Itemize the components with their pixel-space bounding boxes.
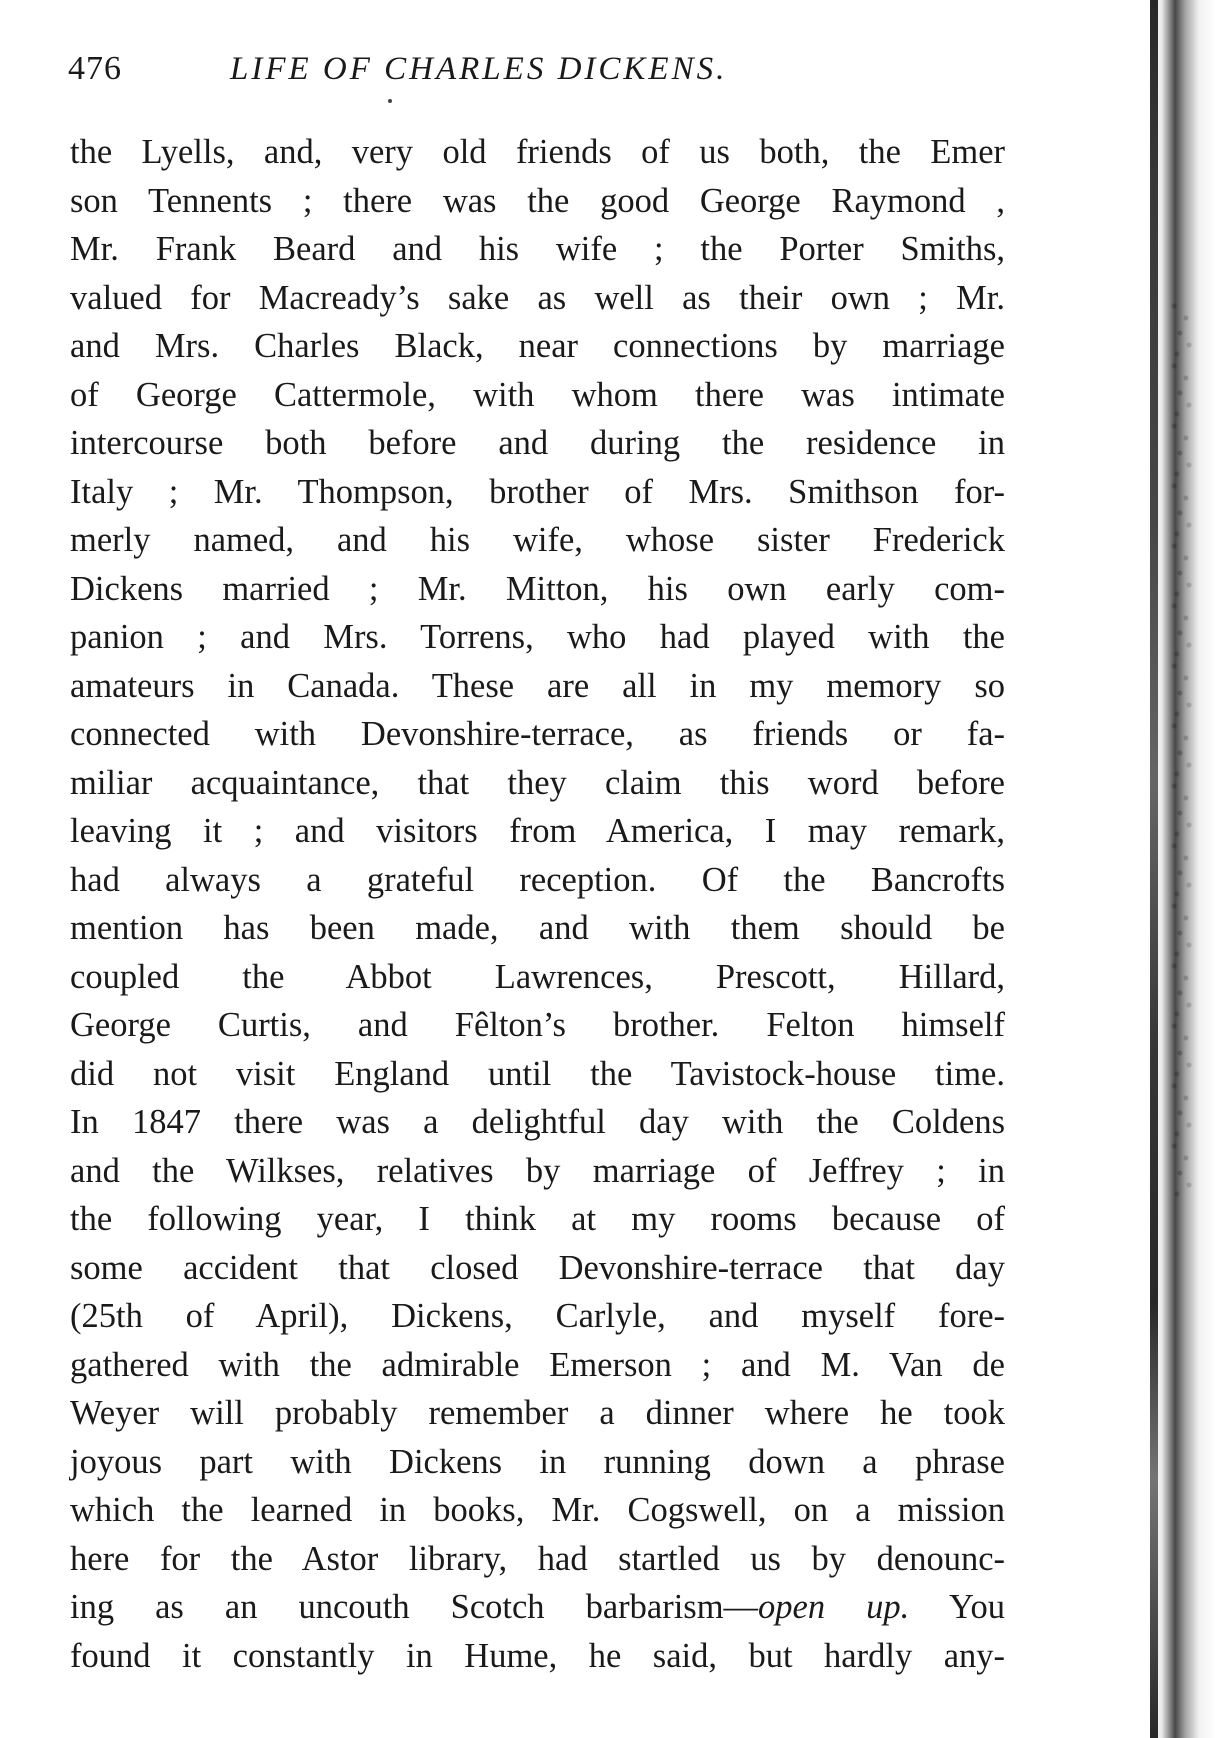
- text-line: panion ; and Mrs. Torrens, who had played with the: [70, 618, 1005, 656]
- text-line: which the learned in books, Mr. Cogswell, on a mission: [70, 1491, 1005, 1529]
- text-line: here for the Astor library, had startled us by denounc-: [70, 1539, 1005, 1578]
- text-line: did not visit England until the Tavistock-house time.: [70, 1054, 1005, 1093]
- text-line: gathered with the admirable Emerson ; and M. Van de: [70, 1345, 1005, 1384]
- text-line: (25th of April), Dickens, Carlyle, and myself fore-: [70, 1297, 1005, 1335]
- text-line: mention has been made, and with them should be: [70, 909, 1005, 947]
- running-title: LIFE OF CHARLES DICKENS.: [230, 51, 728, 87]
- text-run: ing as an uncouth Scotch barbarism—: [70, 1588, 759, 1626]
- page-number: 476: [68, 50, 122, 87]
- text-line: leaving it ; and visitors from America, I may remark,: [70, 812, 1005, 850]
- body-text: [70, 128, 1005, 1680]
- text-line: and Mrs. Charles Black, near connections by marriage: [70, 327, 1005, 365]
- text-line: intercourse both before and during the residence in: [70, 424, 1005, 462]
- text-line: coupled the Abbot Lawrences, Prescott, Hillard,: [70, 957, 1005, 996]
- text-line: the Lyells, and, very old friends of us both, the Emer: [70, 133, 1005, 171]
- text-line: and the Wilkses, relatives by marriage of Jeffrey ; in: [70, 1151, 1005, 1190]
- binding-edge: [1150, 0, 1158, 1738]
- text-line: valued for Macready’s sake as well as their own ; Mr.: [70, 278, 1005, 317]
- text-line: miliar acquaintance, that they claim this word before: [70, 763, 1005, 802]
- text-line: George Curtis, and Fêlton’s brother. Felton himself: [70, 1006, 1005, 1044]
- text-line: Weyer will probably remember a dinner where he took: [70, 1394, 1005, 1432]
- text-line: some accident that closed Devonshire-terrace that day: [70, 1248, 1005, 1287]
- text-line: of George Cattermole, with whom there was intimate: [70, 375, 1005, 414]
- text-line: Dickens married ; Mr. Mitton, his own early com-: [70, 569, 1005, 608]
- text-line: Mr. Frank Beard and his wife ; the Porter Smiths,: [70, 230, 1005, 268]
- text-line-with-italic: [70, 1583, 1005, 1632]
- text-line: merly named, and his wife, whose sister Frederick: [70, 521, 1005, 559]
- text-run: You: [909, 1588, 1005, 1626]
- text-line: amateurs in Canada. These are all in my memory so: [70, 666, 1005, 705]
- gutter-speckle: [1168, 300, 1198, 1200]
- text-line: found it constantly in Hume, he said, but hardly any-: [70, 1636, 1005, 1675]
- text-line: son Tennents ; there was the good George Raymond ,: [70, 181, 1005, 220]
- italic-phrase: open up.: [758, 1588, 910, 1626]
- text-line: had always a grateful reception. Of the Bancrofts: [70, 860, 1005, 899]
- text-line: connected with Devonshire-terrace, as friends or fa-: [70, 715, 1005, 753]
- stray-dot-mark: [388, 99, 392, 103]
- text-line: In 1847 there was a delightful day with the Coldens: [70, 1103, 1005, 1141]
- running-head: [68, 44, 848, 94]
- text-line: Italy ; Mr. Thompson, brother of Mrs. Smithson for-: [70, 472, 1005, 511]
- text-line: joyous part with Dickens in running down a phrase: [70, 1442, 1005, 1481]
- text-line: the following year, I think at my rooms because of: [70, 1200, 1005, 1238]
